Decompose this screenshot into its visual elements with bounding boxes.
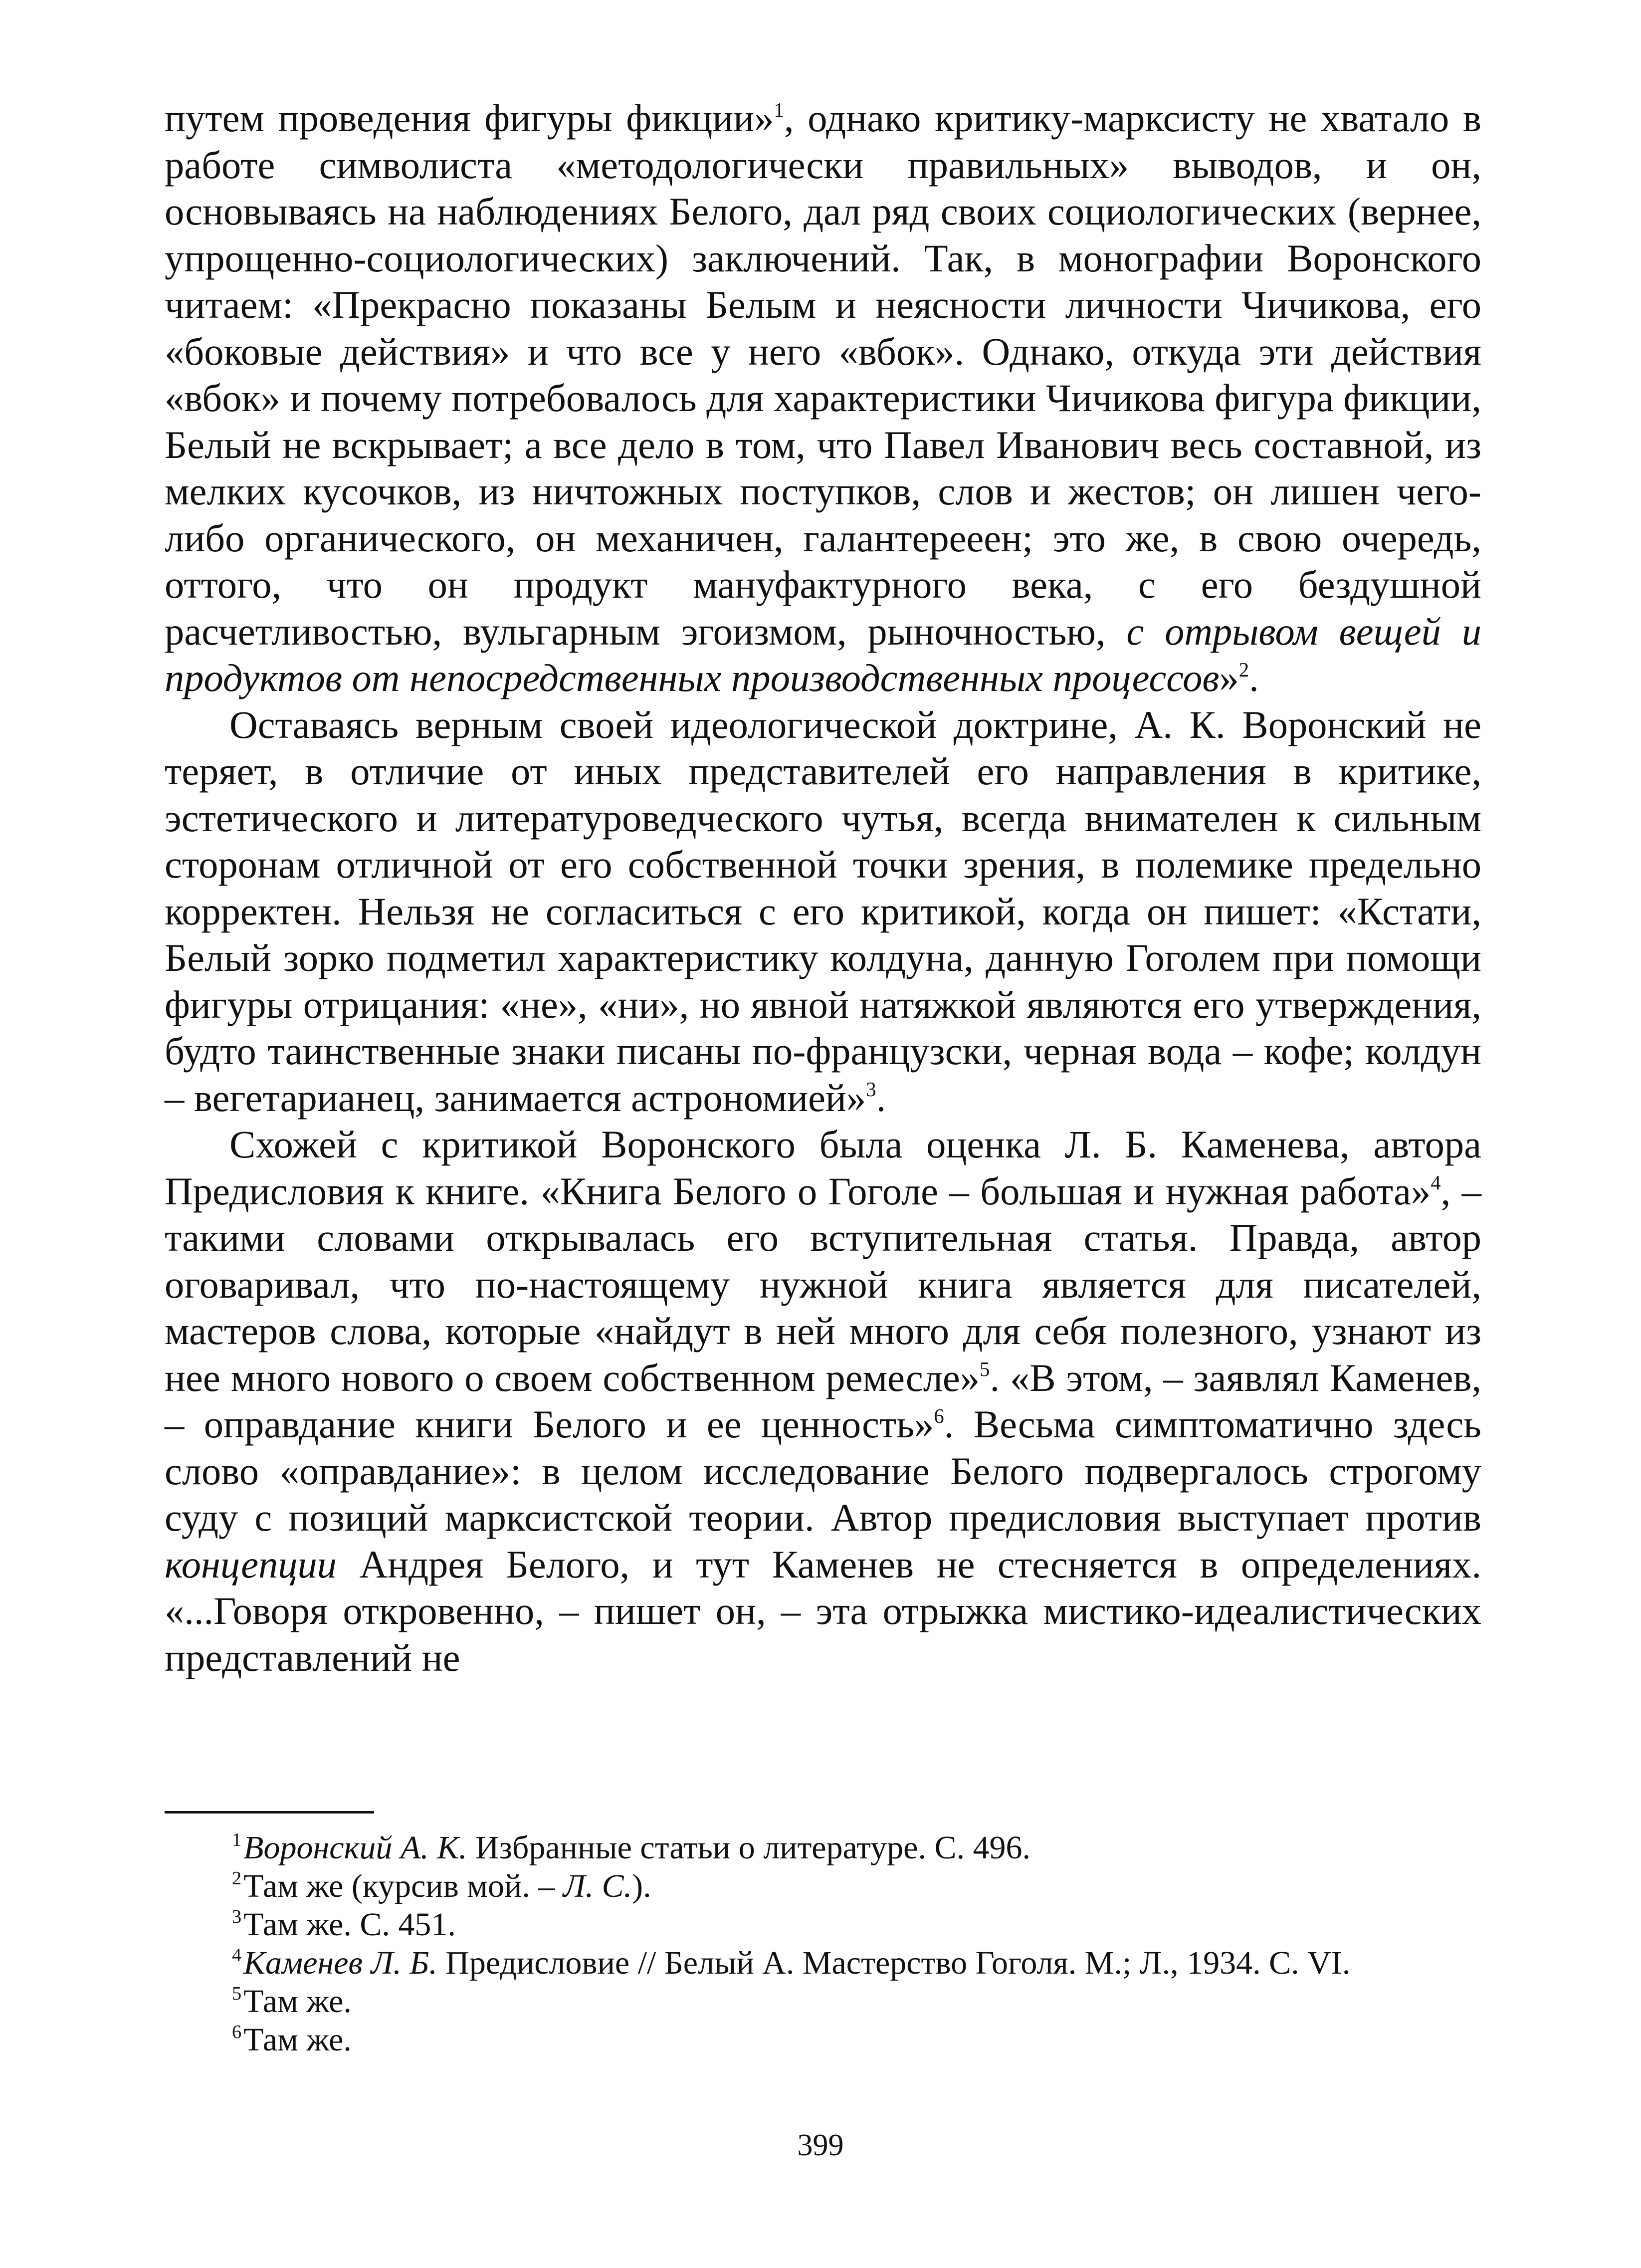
footnote-5 <box>165 1982 1481 2021</box>
body-text <box>165 95 1481 1681</box>
footnotes <box>165 1828 1481 2059</box>
footnote-number: 6 <box>232 2022 242 2043</box>
text-run: Там же. <box>243 1983 352 2020</box>
text-run: ). <box>632 1868 651 1904</box>
footnote-reference: 5 <box>980 1358 990 1381</box>
footnote-2 <box>165 1867 1481 1905</box>
text-run: Предисловие // Белый А. Мастерство Гоголя. М.; Л., 1934. С. VI. <box>437 1945 1351 1981</box>
footnote-4 <box>165 1944 1481 1982</box>
text-run: Там же. <box>243 2022 352 2058</box>
footnote-3 <box>165 1905 1481 1944</box>
footnote-divider <box>165 1811 374 1814</box>
paragraph <box>165 1121 1481 1681</box>
page-number: 399 <box>797 2128 844 2162</box>
text-run: Там же (курсив мой. – <box>243 1868 563 1904</box>
text-run: . «В этом, – заявлял Каменев, – оправдание книги Белого и ее ценность» <box>165 1356 1482 1446</box>
footnote-number: 3 <box>232 1906 242 1928</box>
paragraph <box>165 95 1481 701</box>
footnote-reference: 4 <box>1431 1171 1441 1194</box>
footnote-reference: 1 <box>774 98 784 121</box>
footnote-6 <box>165 2021 1481 2059</box>
text-run: . Весьма симптоматично здесь слово «оправдание»: в целом исследование Белого подвергалось строгому суду с позиций марксистской теории. Автор предисловия выступает против <box>165 1402 1481 1539</box>
text-run: » <box>1219 656 1239 699</box>
text-run: Оставаясь верным своей идеологической доктрине, А. К. Воронский не теряет, в отличие от иных представителей его направления в критике, эстетического и литературоведческого чутья, всегда внимателен к сильным сторонам отличной от его собственной точки зрения, в полемике предельно корректен. Нельзя не согласиться с его критикой, когда он пишет: «Кстати, Белый зорко подметил характеристику колдуна, данную Гоголем при помощи фигуры отрицания: «не», «ни», но явной натяжкой являются его утверждения, будто таинственные знаки писаны по-французски, черная вода – кофе; колдун – вегетарианец, занимается астрономией» <box>165 702 1481 1120</box>
text-run: Избранные статьи о литературе. С. 496. <box>467 1829 1030 1866</box>
text-run: Схожей с критикой Воронского была оценка Л. Б. Каменева, автора Предисловия к книге. «Книга Белого о Гоголе – большая и нужная работа» <box>165 1123 1481 1213</box>
footnote-number: 5 <box>232 1983 242 2005</box>
italic-text: Каменев Л. Б. <box>243 1945 437 1981</box>
text-run: . <box>876 1076 886 1120</box>
footnote-number: 2 <box>232 1868 242 1889</box>
italic-text: Воронский А. К. <box>243 1829 467 1866</box>
text-run: Андрея Белого, и тут Каменев не стесняется в определениях. «...Говоря откровенно, – пишет он, – эта отрыжка мистико-идеалистических представлений не <box>165 1542 1481 1679</box>
paragraph <box>165 701 1481 1122</box>
footnote-number: 1 <box>232 1829 242 1851</box>
text-run: , однако критику-марксисту не хватало в работе символиста «методологически правильных» выводов, и он, основываясь на наблюдениях Белого, дал ряд своих социологических (вернее, упрощенно-социологических) заключений. Так, в монографии Воронского читаем: «Прекрасно показаны Белым и неясности личности Чичикова, его «боковые действия» и что все у него «вбок». Однако, откуда эти действия «вбок» и почему потребовалось для характеристики Чичикова фигура фикции, Белый не вскрывает; а все дело в том, что Павел Иванович весь составной, из мелких кусочков, из ничтожных поступков, слов и жестов; он лишен чего-либо органического, он механичен, галантерееен; это же, в свою очередь, оттого, что он продукт мануфактурного века, с его бездушной расчетливостью, вульгарным эгоизмом, рыночностью, <box>165 96 1481 653</box>
italic-text: Л. С. <box>563 1868 632 1904</box>
footnote-1 <box>165 1828 1481 1867</box>
italic-text: концепции <box>165 1542 337 1586</box>
footnote-number: 4 <box>232 1945 242 1966</box>
footnote-reference: 3 <box>866 1078 876 1101</box>
text-run: , – такими словами открывалась его вступительная статья. Правда, автор оговаривал, что по-настоящему нужной книга является для писателей, мастеров слова, которые «найдут в ней много для себя полезного, узнают из нее много нового о своем собственном ремесле» <box>165 1169 1482 1399</box>
text-run: . <box>1249 656 1259 699</box>
text-run: Там же. С. 451. <box>243 1906 456 1943</box>
footnote-reference: 6 <box>934 1404 944 1427</box>
italic-text: с отрывом вещей и продуктов от непосредственных производственных процессов <box>165 609 1481 699</box>
footnote-reference: 2 <box>1238 658 1249 681</box>
text-run: путем проведения фигуры фикции» <box>165 96 774 140</box>
